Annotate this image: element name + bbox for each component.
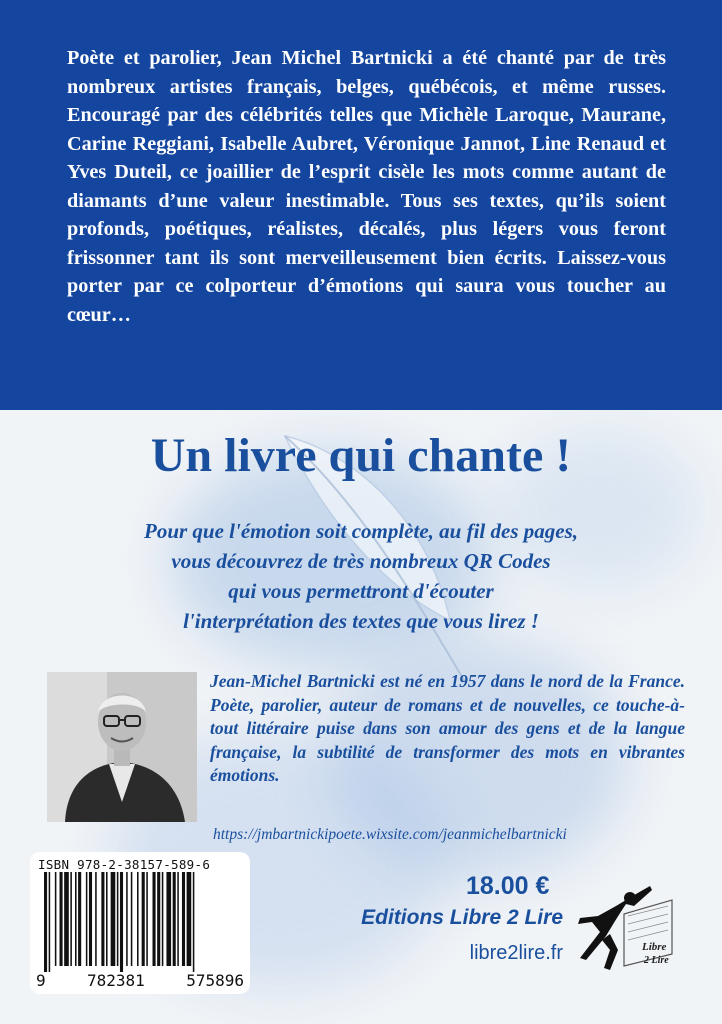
barcode-bar xyxy=(153,872,156,966)
barcode-bar xyxy=(162,872,164,966)
barcode-bar xyxy=(131,872,133,966)
barcode-bar xyxy=(182,872,185,966)
barcode-digit-first: 9 xyxy=(36,971,46,990)
barcode-bar xyxy=(187,872,192,966)
logo-text-line: 2 Lire xyxy=(644,955,669,966)
barcode-digit-group: 575896 xyxy=(186,971,244,990)
publisher-name: Editions Libre 2 Lire xyxy=(361,906,563,929)
qr-promo-text xyxy=(0,516,722,636)
barcode-bar xyxy=(78,872,81,966)
barcode-bar xyxy=(126,872,128,966)
publisher-website[interactable]: libre2lire.fr xyxy=(469,942,563,964)
barcode-bar xyxy=(64,872,69,966)
promo-line: vous découvrez de très nombreux QR Codes xyxy=(171,549,551,573)
barcode-bar xyxy=(137,872,139,966)
barcode-bar xyxy=(146,872,148,966)
barcode-bar xyxy=(193,872,195,972)
barcode-bar xyxy=(117,872,119,966)
barcode-bar xyxy=(157,872,160,966)
barcode-digit-group: 782381 xyxy=(87,971,145,990)
barcode-bar xyxy=(70,872,72,966)
headline: Un livre qui chante ! xyxy=(150,429,572,482)
barcode-bar xyxy=(86,872,88,966)
barcode-bar xyxy=(120,872,123,972)
back-cover-blurb: Poète et parolier, Jean Michel Bartnicki a été chanté par de très nombreux artistes français, belges, québécois, et même russes. Encouragé par des célébrités telles que Michèle Laroque, Maurane, Carine Reggiani, Isabelle Aubret, Véronique Jannot, Line Renaud et Yves Duteil, ce joaillier de l’esprit cisèle les mots comme autant de diamants d’une valeur inestimable. Tous ses textes, qu’ils soient profonds, poétiques, réalistes, décalés, plus légers vous feront frissonner tant ils sont merveilleusement bien écrits. Laissez-vous porter par ce colporteur d’émotions qui saura vous toucher au cœur… xyxy=(67,47,666,326)
barcode-icon xyxy=(44,872,240,972)
barcode-bar xyxy=(95,872,97,966)
author-bio: Jean-Michel Bartnicki est né en 1957 dans le nord de la France. Poète, parolier, auteur de romans et de nouvelles, ce touche-à-tout littéraire puise dans son amour des gens et de la langue française, la subtilité de transformer des mots en vibrantes émotions. xyxy=(210,671,685,785)
promo-line: l'interprétation des textes que vous lirez ! xyxy=(183,609,539,633)
barcode-bar xyxy=(166,872,171,966)
barcode-bar xyxy=(101,872,104,966)
barcode-bar xyxy=(142,872,145,966)
barcode-bar xyxy=(89,872,92,966)
price: 18.00 € xyxy=(466,872,550,900)
barcode-bar xyxy=(49,872,51,972)
logo-text-line: Libre xyxy=(642,941,667,953)
author-website-link[interactable]: https://jmbartnickipoete.wixsite.com/jeanmichelbartnicki xyxy=(213,826,567,843)
barcode-bar xyxy=(44,872,47,972)
author-photo xyxy=(47,672,197,822)
barcode-bar xyxy=(177,872,179,966)
barcode-bar xyxy=(106,872,108,966)
barcode-digits xyxy=(36,971,244,990)
promo-line: qui vous permettront d'écouter xyxy=(228,579,494,603)
author-portrait-icon xyxy=(47,672,197,822)
isbn-label: ISBN 978-2-38157-589-6 xyxy=(38,857,211,872)
barcode-bar xyxy=(111,872,116,966)
barcode-bar xyxy=(55,872,57,966)
promo-line: Pour que l'émotion soit complète, au fil des pages, xyxy=(144,519,578,543)
barcode-bar xyxy=(173,872,176,966)
barcode-bar xyxy=(60,872,63,966)
barcode-bar xyxy=(75,872,77,966)
publisher-logo xyxy=(576,884,676,974)
